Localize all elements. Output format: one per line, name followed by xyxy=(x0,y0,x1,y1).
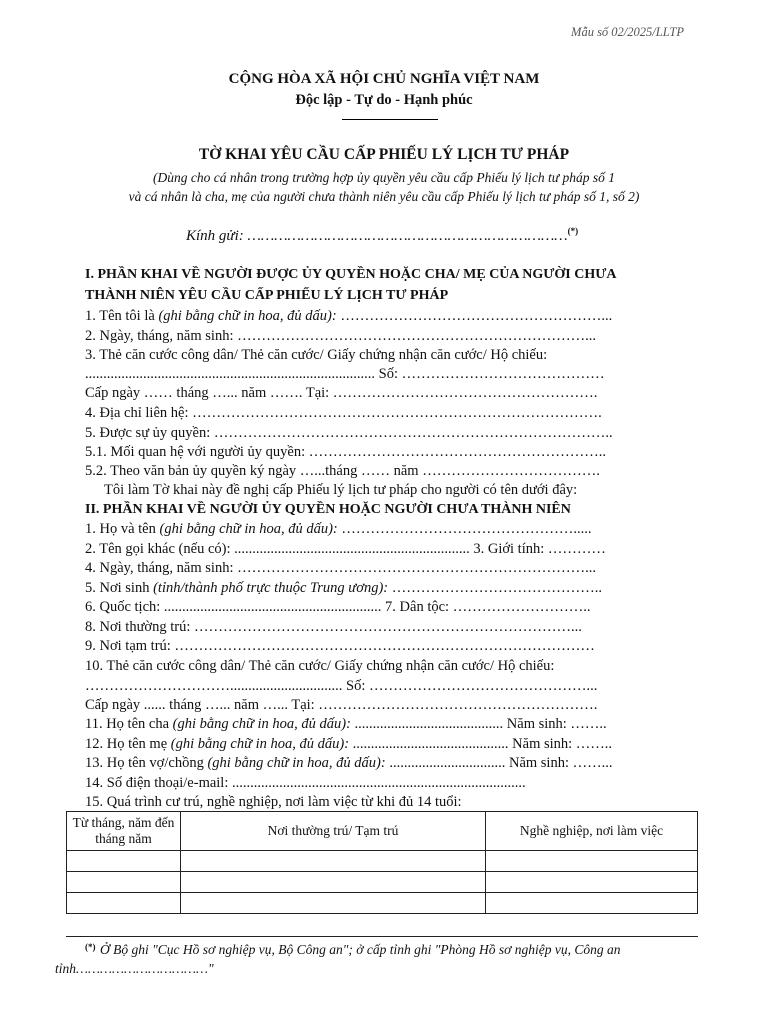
recipient-line[interactable] xyxy=(186,226,578,245)
s2-field-birthdate[interactable]: 4. Ngày, tháng, năm sinh: ………………………………………………………………... xyxy=(85,560,596,576)
s2-field-permanent-residence[interactable]: 8. Nơi thường trú: ……………………………………………………………………... xyxy=(85,619,582,635)
motto-underline xyxy=(342,119,438,120)
s2-field-id-card-number[interactable]: …………………………............................... Số: ………………………………………... xyxy=(85,678,598,694)
s2-field-other-name-gender[interactable]: 2. Tên gọi khác (nếu có): ................................................................. 3. Giới tính: ………… xyxy=(85,541,606,557)
s2-field-id-card-label: 10. Thẻ căn cước công dân/ Thẻ căn cước/ Giấy chứng nhận căn cước/ Hộ chiếu: xyxy=(85,658,555,674)
statement: Tôi làm Tờ khai này đề nghị cấp Phiếu lý lịch tư pháp cho người có tên dưới đây: xyxy=(104,482,578,498)
form-subtitle-line-1: (Dùng cho cá nhân trong trường hợp ủy quyền yêu cầu cấp Phiếu lý lịch tư pháp số 1 xyxy=(152,170,616,185)
s1-field-authorization-date[interactable]: 5.2. Theo văn bản ủy quyền ký ngày …...tháng …… năm ………………………………. xyxy=(85,463,600,479)
s2-field-nationality-ethnicity[interactable]: 6. Quốc tịch: ............................................................ 7. Dân tộc: ……………………….. xyxy=(85,599,591,615)
col-occupation: Nghề nghiệp, nơi làm việc xyxy=(486,812,698,851)
table-cell[interactable] xyxy=(67,851,181,872)
footnote-divider xyxy=(66,936,698,937)
section-1-heading-line-2: THÀNH NIÊN YÊU CẦU CẤP PHIẾU LÝ LỊCH TƯ PHÁP xyxy=(85,288,449,303)
section-1-heading-line-1: I. PHẦN KHAI VỀ NGƯỜI ĐƯỢC ỦY QUYỀN HOẶC CHA/ MẸ CỦA NGƯỜI CHƯA xyxy=(85,267,617,282)
s2-mother-hint: (ghi bằng chữ in hoa, đủ dấu): xyxy=(170,736,350,752)
s2-name-label: 1. Họ và tên xyxy=(85,521,160,537)
s2-field-phone-email[interactable]: 14. Số điện thoại/e-mail: ................................................................................. xyxy=(85,775,526,791)
history-table xyxy=(66,811,698,914)
s2-field-father[interactable] xyxy=(85,715,700,733)
s2-spouse-hint: (ghi bằng chữ in hoa, đủ dấu): xyxy=(207,755,386,771)
s1-name-label: 1. Tên tôi là xyxy=(85,308,159,324)
table-cell[interactable] xyxy=(486,851,698,872)
s2-father-hint: (ghi bằng chữ in hoa, đủ dấu): xyxy=(172,716,351,732)
s2-spouse-dots: ................................ Năm sinh: ……... xyxy=(385,755,613,771)
nation-header: CỘNG HÒA XÃ HỘI CHỦ NGHĨA VIỆT NAM xyxy=(228,71,540,87)
footnote-line-2: tỉnh……………………………" xyxy=(55,961,214,976)
s2-field-spouse[interactable] xyxy=(85,754,700,772)
table-cell[interactable] xyxy=(181,893,486,914)
s2-field-id-issue[interactable]: Cấp ngày ...... tháng …... năm …... Tại: …………………………………………………. xyxy=(85,697,598,713)
section-2-heading: II. PHẦN KHAI VỀ NGƯỜI ỦY QUYỀN HOẶC NGƯỜI CHƯA THÀNH NIÊN xyxy=(85,502,571,517)
s2-field-temporary-residence[interactable]: 9. Nơi tạm trú: …………………………………………………………………………… xyxy=(85,638,595,654)
table-cell[interactable] xyxy=(67,872,181,893)
s2-field-mother[interactable] xyxy=(85,735,700,753)
col-period: Từ tháng, năm đến tháng năm xyxy=(67,812,181,851)
history-table-header xyxy=(67,812,698,851)
table-row xyxy=(67,893,698,914)
table-row xyxy=(67,872,698,893)
s1-field-address[interactable]: 4. Địa chỉ liên hệ: …………………………………………………………………………. xyxy=(85,405,602,421)
s2-birthplace-dots: …………………………………….. xyxy=(388,580,602,596)
form-title: TỜ KHAI YÊU CẦU CẤP PHIẾU LÝ LỊCH TƯ PHÁP xyxy=(198,146,570,163)
s2-father-dots: ......................................... Năm sinh: …….. xyxy=(350,716,607,732)
table-cell[interactable] xyxy=(181,851,486,872)
s2-birthplace-label: 5. Nơi sinh xyxy=(85,580,154,596)
s1-field-name[interactable] xyxy=(85,307,700,325)
s2-name-hint: (ghi bằng chữ in hoa, đủ dấu): xyxy=(159,521,338,537)
recipient-text: Kính gửi: ……………………………………………………………… xyxy=(186,228,568,244)
form-code: Mẫu số 02/2025/LLTP xyxy=(571,25,684,39)
table-cell[interactable] xyxy=(486,893,698,914)
s1-field-id-issue[interactable]: Cấp ngày …… tháng …... năm ……. Tại: ………………………………………………. xyxy=(85,385,598,401)
s2-mother-dots: ........................................... Năm sinh: …….. xyxy=(349,736,613,752)
s1-field-relationship[interactable]: 5.1. Mối quan hệ với người ủy quyền: …………………………………………………….. xyxy=(85,444,607,460)
recipient-footnote-mark: (*) xyxy=(567,226,579,236)
s2-mother-label: 12. Họ tên mẹ xyxy=(85,736,171,752)
footnote-mark: (*) xyxy=(85,942,96,952)
s1-field-id-card-label: 3. Thẻ căn cước công dân/ Thẻ căn cước/ Giấy chứng nhận căn cước/ Hộ chiếu: xyxy=(85,347,548,363)
table-cell[interactable] xyxy=(181,872,486,893)
table-cell[interactable] xyxy=(67,893,181,914)
s2-field-birthplace[interactable] xyxy=(85,579,700,597)
form-subtitle-line-2: và cá nhân là cha, mẹ của người chưa thành niên yêu cầu cấp Phiếu lý lịch tư pháp số 1, số 2) xyxy=(128,189,640,204)
s1-name-hint: (ghi bằng chữ in hoa, đủ dấu): xyxy=(158,308,337,324)
footnote-line-1: Ở Bộ ghi "Cục Hồ sơ nghiệp vụ, Bộ Công an"; ở cấp tỉnh ghi "Phòng Hồ sơ nghiệp vụ, Công an xyxy=(100,942,621,957)
s2-spouse-label: 13. Họ tên vợ/chồng xyxy=(85,755,208,771)
table-row xyxy=(67,851,698,872)
s2-field-history-label: 15. Quá trình cư trú, nghề nghiệp, nơi làm việc từ khi đủ 14 tuổi: xyxy=(85,794,462,810)
s2-name-dots: …………………………………………..... xyxy=(337,521,592,537)
motto: Độc lập - Tự do - Hạnh phúc xyxy=(295,92,473,108)
s1-field-birthdate[interactable]: 2. Ngày, tháng, năm sinh: ………………………………………………………………... xyxy=(85,328,596,344)
s2-father-label: 11. Họ tên cha xyxy=(85,716,173,732)
s1-field-authorized-by[interactable]: 5. Được sự ủy quyền: ……………………………………………………………………….. xyxy=(85,425,613,441)
col-residence: Nơi thường trú/ Tạm trú xyxy=(181,812,486,851)
s1-field-id-card-number[interactable]: ................................................................................ Số: …………………………………… xyxy=(85,366,605,382)
s2-field-name[interactable] xyxy=(85,520,700,538)
s1-name-dots: ………………………………………………... xyxy=(336,308,613,324)
table-cell[interactable] xyxy=(486,872,698,893)
s2-birthplace-hint: (tỉnh/thành phố trực thuộc Trung ương): xyxy=(153,580,389,596)
